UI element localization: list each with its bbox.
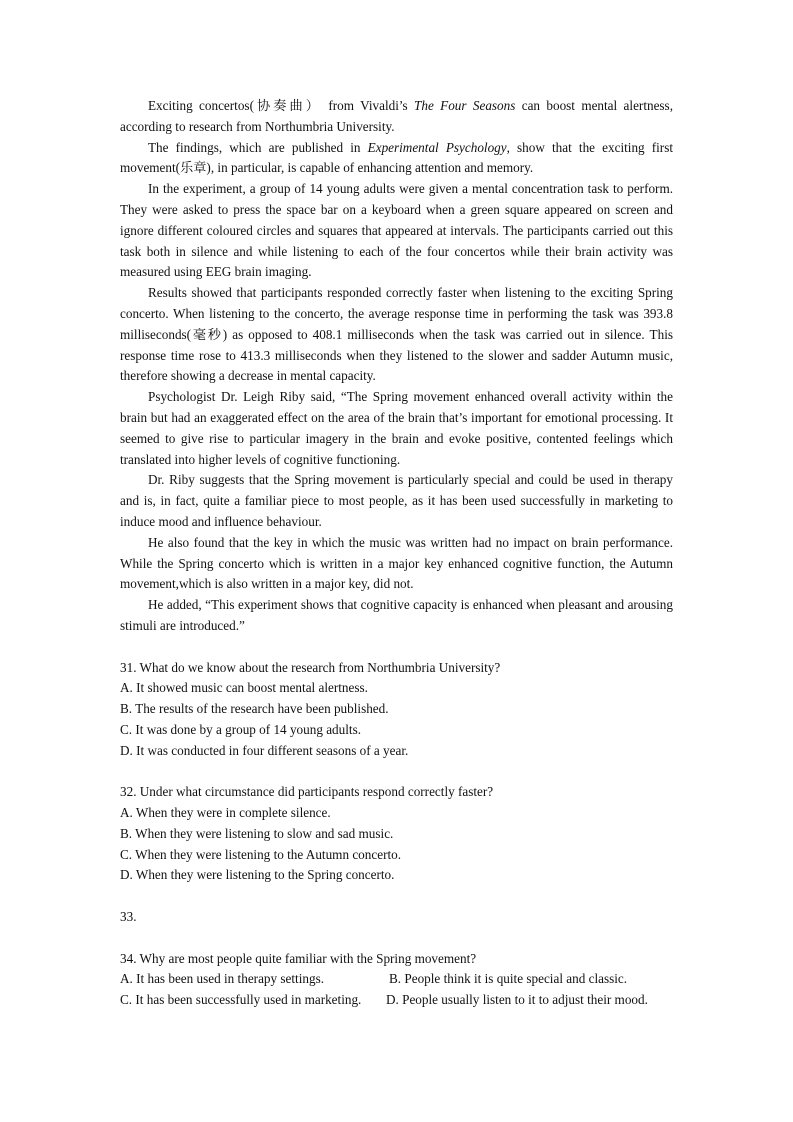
paragraph-1 bbox=[120, 96, 673, 138]
question-34 bbox=[120, 949, 673, 1011]
option-b: B. The results of the research have been published. bbox=[120, 701, 389, 717]
paragraph-7: He also found that the key in which the music was written had no impact on brain performance. While the Spring concerto which is written in a major key enhanced cognitive function, the Autumn movement,which is also written in a major key, did not. bbox=[120, 534, 673, 592]
question-stem: 34. Why are most people quite familiar with the Spring movement? bbox=[120, 950, 477, 966]
question-stem: 31. What do we know about the research from Northumbria University? bbox=[120, 659, 501, 675]
question-31 bbox=[120, 658, 673, 762]
option-a: A. It has been used in therapy settings. bbox=[120, 971, 324, 987]
option-d: D. It was conducted in four different seasons of a year. bbox=[120, 742, 409, 758]
option-a: A. It showed music can boost mental alertness. bbox=[120, 680, 368, 696]
paragraph-5: Psychologist Dr. Leigh Riby said, “The Spring movement enhanced overall activity within the brain but had an exaggerated effect on the area of the brain that’s important for emotional processing. It seemed to give rise to particular imagery in the brain and evoke positive, contented feelings which translated into higher levels of cognitive functioning. bbox=[120, 389, 673, 467]
question-32 bbox=[120, 782, 673, 886]
text: Exciting concertos(协奏曲） from Vivaldi’s bbox=[148, 98, 415, 113]
option-d: D. When they were listening to the Spring concerto. bbox=[120, 867, 395, 883]
paragraph-6: Dr. Riby suggests that the Spring movement is particularly special and could be used in therapy and is, in fact, quite a familiar piece to most people, as it has been used successfully in marketing to induce mood and influence behaviour. bbox=[120, 472, 673, 529]
option-c: C. It was done by a group of 14 young adults. bbox=[120, 721, 362, 737]
option-b: B. People think it is quite special and classic. bbox=[389, 971, 628, 987]
text: , show that the exciting first movement(乐章), in particular, is capable of enhancing attention and memory. bbox=[120, 139, 673, 176]
italic-journal: Experimental Psychology bbox=[367, 139, 507, 155]
option-a: A. When they were in complete silence. bbox=[120, 805, 331, 821]
paragraph-2 bbox=[120, 138, 673, 180]
paragraph-4: Results showed that participants responded correctly faster when listening to the exciting Spring concerto. When listening to the concerto, the average response time in performing the task was 393.8 milliseconds(毫秒) as opposed to 408.1 milliseconds when the task was carried out in silence. This response time rose to 413.3 milliseconds when they listened to the slower and sadder Autumn music, therefore showing a decrease in mental capacity. bbox=[120, 285, 673, 384]
paragraph-3: In the experiment, a group of 14 young adults were given a mental concentration task to perform. They were asked to press the space bar on a keyboard when a green square appeared on screen and ignore different coloured circles and squares that appeared at intervals. The participants carried out this task both in silence and while listening to each of the four concertos while their brain activity was measured using EEG brain imaging. bbox=[120, 181, 673, 280]
italic-title: The Four Seasons bbox=[414, 98, 516, 113]
text: can boost mental alertness, according to research from Northumbria University. bbox=[120, 98, 673, 134]
option-b: B. When they were listening to slow and sad music. bbox=[120, 825, 394, 841]
option-c: C. When they were listening to the Autumn concerto. bbox=[120, 846, 402, 862]
text: The findings, which are published in bbox=[148, 139, 368, 155]
option-d: D. People usually listen to it to adjust their mood. bbox=[386, 992, 648, 1008]
question-33: 33. bbox=[120, 909, 137, 925]
option-c: C. It has been successfully used in marketing. bbox=[120, 992, 362, 1008]
paragraph-8: He added, “This experiment shows that cognitive capacity is enhanced when pleasant and arousing stimuli are introduced.” bbox=[120, 597, 673, 633]
question-stem: 32. Under what circumstance did participants respond correctly faster? bbox=[120, 784, 494, 800]
document-page bbox=[120, 96, 673, 1011]
